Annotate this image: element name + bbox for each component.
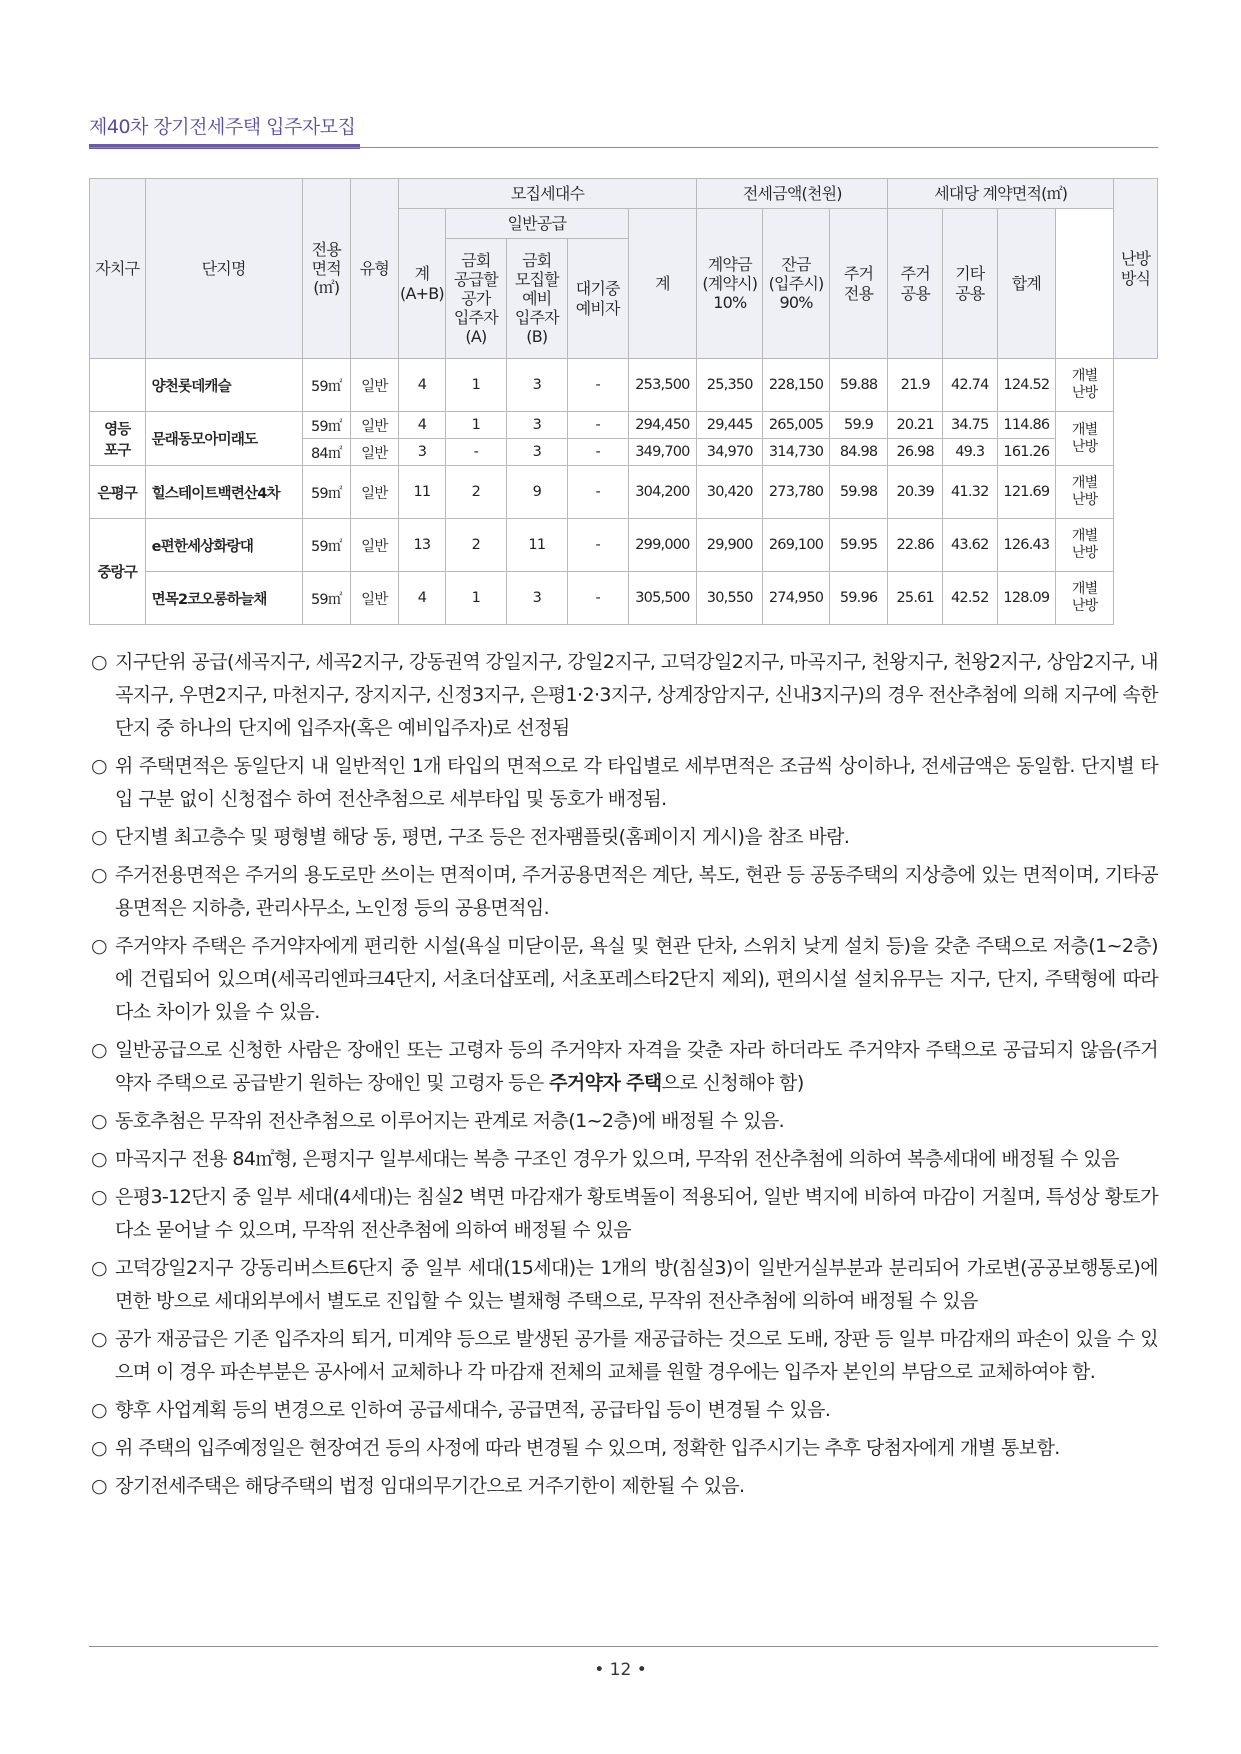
footer-divider (89, 1646, 1158, 1647)
cell-residential-private: 59.95 (829, 519, 888, 572)
table-row (90, 572, 1158, 625)
table-header (90, 179, 1158, 359)
cell-residential-common: 21.9 (888, 359, 943, 412)
note-text: 주거전용면적은 주거의 용도로만 쓰이는 면적이며, 주거공용면적은 계단, 복도, 현관 등 공동주택의 지상층에 있는 면적이며, 기타공용면적은 지하층, 관리사무소, 노인정 등의 공용면적임. (115, 864, 1158, 919)
group-deposit: 전세금액(천원) (697, 179, 888, 209)
cell-residential-common: 26.98 (888, 439, 943, 466)
col-recruit-b: 금회 모집할 예비 입주자 (B) (506, 239, 567, 359)
col-heating: 난방 방식 (1114, 179, 1158, 359)
cell-type: 일반 (350, 359, 398, 412)
col-deposit-total: 계 (628, 209, 696, 359)
cell-supply-a: 2 (445, 519, 506, 572)
cell-total: 4 (398, 572, 445, 625)
cell-complex: 양천롯데캐슬 (145, 359, 302, 412)
cell-type: 일반 (350, 439, 398, 466)
circle-bullet-icon: ○ (91, 755, 107, 777)
circle-bullet-icon: ○ (91, 1257, 107, 1279)
cell-total: 4 (398, 359, 445, 412)
page-header-title: 제40차 장기전세주택 입주자모집 (89, 116, 356, 138)
note-text: 공가 재공급은 기존 입주자의 퇴거, 미계약 등으로 발생된 공가를 재공급하는 것으로 도배, 장판 등 일부 마감재의 파손이 있을 수 있으며 이 경우 파손부분은 공사에서 교체하나 각 마감재 전체의 교체를 원할 경우에는 입주자 본인의 부담으로 교체하여야 함. (115, 1328, 1158, 1383)
cell-residential-common: 25.61 (888, 572, 943, 625)
cell-contract: 29,445 (697, 412, 763, 439)
cell-deposit: 294,450 (628, 412, 696, 439)
page-number: • 12 • (594, 1660, 647, 1680)
note-item (89, 930, 1158, 1029)
cell-recruit-b: 9 (506, 466, 567, 519)
cell-heating: 개별 난방 (1056, 572, 1114, 625)
cell-balance: 265,005 (763, 412, 829, 439)
note-item (89, 1394, 1158, 1427)
circle-bullet-icon: ○ (91, 1039, 107, 1061)
cell-total: 4 (398, 412, 445, 439)
circle-bullet-icon: ○ (91, 1328, 107, 1350)
cell-total: 11 (398, 466, 445, 519)
supply-table (89, 178, 1158, 625)
cell-sum: 161.26 (997, 439, 1056, 466)
cell-balance: 269,100 (763, 519, 829, 572)
cell-balance: 228,150 (763, 359, 829, 412)
cell-supply-a: 1 (445, 412, 506, 439)
cell-heating: 개별 난방 (1056, 359, 1114, 412)
circle-bullet-icon: ○ (91, 1437, 107, 1459)
cell-other-common: 42.74 (942, 359, 997, 412)
note-text: 은평3-12단지 중 일부 세대(4세대)는 침실2 벽면 마감재가 황토벽돌이 적용되어, 일반 벽지에 비하여 마감이 거칠며, 특성상 황토가 다소 묻어날 수 있으며, 무작위 전산추첨에 의하여 배정될 수 있음 (115, 1186, 1158, 1241)
col-residential-common: 주거 공용 (888, 209, 943, 359)
cell-residential-private: 59.96 (829, 572, 888, 625)
cell-type: 일반 (350, 466, 398, 519)
cell-complex: 문래동모아미래도 (145, 412, 302, 466)
cell-balance: 314,730 (763, 439, 829, 466)
cell-sum: 121.69 (997, 466, 1056, 519)
cell-complex: 면목2코오롱하늘채 (145, 572, 302, 625)
note-item (89, 1470, 1158, 1503)
cell-complex: 힐스테이트백련산4차 (145, 466, 302, 519)
note-text: 동호추첨은 무작위 전산추첨으로 이루어지는 관계로 저층(1~2층)에 배정될 수 있음. (115, 1110, 785, 1132)
cell-other-common: 41.32 (942, 466, 997, 519)
cell-heating: 개별 난방 (1056, 412, 1114, 466)
cell-contract: 30,550 (697, 572, 763, 625)
cell-area: 84㎡ (302, 439, 350, 466)
col-district: 자치구 (90, 179, 146, 359)
circle-bullet-icon: ○ (91, 1399, 107, 1421)
note-item (89, 1252, 1158, 1318)
note-text-after: 으로 신청해야 함) (661, 1072, 804, 1094)
note-text: 지구단위 공급(세곡지구, 세곡2지구, 강동권역 강일지구, 강일2지구, 고덕강일2지구, 마곡지구, 천왕지구, 천왕2지구, 상암2지구, 내곡지구, 우면2지구, 마천지구, 장지지구, 신정3지구, 은평1·2·3지구, 상계장암지구, 신내3지구)의 경우 전산추첨에 의해 지구에 속한 단지 중 하나의 단지에 입주자(혹은 예비입주자)로 선정됨 (115, 651, 1158, 739)
col-type: 유형 (350, 179, 398, 359)
circle-bullet-icon: ○ (91, 935, 107, 957)
cell-supply-a: 2 (445, 466, 506, 519)
cell-supply-a: 1 (445, 572, 506, 625)
table-body (90, 359, 1158, 625)
cell-residential-private: 59.9 (829, 412, 888, 439)
group-recruit: 모집세대수 (398, 179, 696, 209)
cell-contract: 34,970 (697, 439, 763, 466)
note-item (89, 859, 1158, 925)
cell-area: 59㎡ (302, 466, 350, 519)
circle-bullet-icon: ○ (91, 864, 107, 886)
circle-bullet-icon: ○ (91, 651, 107, 673)
cell-residential-private: 84.98 (829, 439, 888, 466)
supply-table-container (89, 178, 1158, 625)
note-text: 마곡지구 전용 84㎡형, 은평지구 일부세대는 복층 구조인 경우가 있으며, 무작위 전산추첨에 의하여 복층세대에 배정될 수 있음 (115, 1148, 1119, 1170)
cell-waiting: - (567, 519, 628, 572)
note-item (89, 1105, 1158, 1138)
col-other-common: 기타 공용 (942, 209, 997, 359)
col-sum: 합계 (997, 209, 1056, 359)
circle-bullet-icon: ○ (91, 1475, 107, 1497)
cell-balance: 273,780 (763, 466, 829, 519)
cell-sum: 128.09 (997, 572, 1056, 625)
note-item (89, 1181, 1158, 1247)
cell-sum: 114.86 (997, 412, 1056, 439)
circle-bullet-icon: ○ (91, 826, 107, 848)
col-total-ab: 계 (A+B) (398, 209, 445, 359)
cell-recruit-b: 3 (506, 439, 567, 466)
cell-deposit: 349,700 (628, 439, 696, 466)
header-divider (89, 147, 1158, 148)
note-text: 일반공급으로 신청한 사람은 장애인 또는 고령자 등의 주거약자 자격을 갖춘 자라 하더라도 주거약자 주택으로 공급되지 않음(주거약자 주택으로 공급받기 원하는 장애인 및 고령자 등은 (115, 1039, 1158, 1094)
note-item (89, 646, 1158, 745)
cell-waiting: - (567, 572, 628, 625)
cell-contract: 30,420 (697, 466, 763, 519)
cell-area: 59㎡ (302, 519, 350, 572)
cell-recruit-b: 11 (506, 519, 567, 572)
cell-type: 일반 (350, 412, 398, 439)
cell-other-common: 49.3 (942, 439, 997, 466)
col-area: 전용 면적 (㎡) (302, 179, 350, 359)
cell-residential-private: 59.88 (829, 359, 888, 412)
group-area: 세대당 계약면적(㎡) (888, 179, 1114, 209)
note-text: 단지별 최고층수 및 평형별 해당 동, 평면, 구조 등은 전자팸플릿(홈페이지 게시)을 참조 바람. (115, 826, 850, 848)
cell-recruit-b: 3 (506, 572, 567, 625)
cell-contract: 25,350 (697, 359, 763, 412)
note-item (89, 750, 1158, 816)
cell-residential-common: 20.21 (888, 412, 943, 439)
cell-balance: 274,950 (763, 572, 829, 625)
table-row (90, 359, 1158, 412)
cell-district: 중랑구 (90, 519, 146, 625)
note-emphasis: 주거약자 주택 (549, 1072, 662, 1094)
note-text: 장기전세주택은 해당주택의 법정 임대의무기간으로 거주기한이 제한될 수 있음. (115, 1475, 745, 1497)
cell-waiting: - (567, 359, 628, 412)
cell-deposit: 253,500 (628, 359, 696, 412)
cell-type: 일반 (350, 519, 398, 572)
cell-residential-common: 22.86 (888, 519, 943, 572)
cell-residential-common: 20.39 (888, 466, 943, 519)
col-contract: 계약금 (계약시) 10% (697, 209, 763, 359)
col-complex: 단지명 (145, 179, 302, 359)
cell-area: 59㎡ (302, 412, 350, 439)
cell-other-common: 43.62 (942, 519, 997, 572)
note-text: 고덕강일2지구 강동리버스트6단지 중 일부 세대(15세대)는 1개의 방(침실3)이 일반거실부분과 분리되어 가로변(공공보행통로)에 면한 방으로 세대외부에서 별도로 진입할 수 있는 별채형 주택으로, 무작위 전산추첨에 의하여 배정될 수 있음 (115, 1257, 1158, 1312)
cell-complex: e편한세상화랑대 (145, 519, 302, 572)
cell-deposit: 299,000 (628, 519, 696, 572)
cell-type: 일반 (350, 572, 398, 625)
cell-supply-a: 1 (445, 359, 506, 412)
circle-bullet-icon: ○ (91, 1110, 107, 1132)
note-text: 위 주택면적은 동일단지 내 일반적인 1개 타입의 면적으로 각 타입별로 세부면적은 조금씩 상이하나, 전세금액은 동일함. 단지별 타입 구분 없이 신청접수 하여 전산추첨으로 세부타입 및 동호가 배정됨. (115, 755, 1158, 810)
note-text: 주거약자 주택은 주거약자에게 편리한 시설(욕실 미닫이문, 욕실 및 현관 단차, 스위치 낮게 설치 등)을 갖춘 주택으로 저층(1~2층)에 건립되어 있으며(세곡리엔파크4단지, 서초더샵포레, 서초포레스타2단지 제외), 편의시설 설치유무는 지구, 단지, 주택형에 따라 다소 차이가 있을 수 있음. (115, 935, 1158, 1023)
notes-list (89, 646, 1158, 1508)
col-residential-private: 주거 전용 (829, 209, 888, 359)
cell-recruit-b: 3 (506, 359, 567, 412)
cell-supply-a: - (445, 439, 506, 466)
cell-sum: 126.43 (997, 519, 1056, 572)
note-item (89, 1034, 1158, 1100)
cell-waiting: - (567, 439, 628, 466)
cell-other-common: 34.75 (942, 412, 997, 439)
table-row (90, 519, 1158, 572)
cell-waiting: - (567, 412, 628, 439)
note-item (89, 1323, 1158, 1389)
cell-district: 은평구 (90, 466, 146, 519)
cell-heating: 개별 난방 (1056, 466, 1114, 519)
cell-other-common: 42.52 (942, 572, 997, 625)
cell-recruit-b: 3 (506, 412, 567, 439)
note-item (89, 821, 1158, 854)
note-text: 향후 사업계획 등의 변경으로 인하여 공급세대수, 공급면적, 공급타입 등이 변경될 수 있음. (115, 1399, 831, 1421)
cell-area: 59㎡ (302, 572, 350, 625)
cell-contract: 29,900 (697, 519, 763, 572)
table-row (90, 412, 1158, 439)
col-balance: 잔금 (입주시) 90% (763, 209, 829, 359)
cell-district: 영등 포구 (90, 412, 146, 466)
table-row (90, 466, 1158, 519)
cell-total: 3 (398, 439, 445, 466)
cell-residential-private: 59.98 (829, 466, 888, 519)
circle-bullet-icon: ○ (91, 1148, 107, 1170)
note-item (89, 1143, 1158, 1176)
cell-district (90, 359, 146, 412)
cell-area: 59㎡ (302, 359, 350, 412)
cell-sum: 124.52 (997, 359, 1056, 412)
circle-bullet-icon: ○ (91, 1186, 107, 1208)
note-text: 위 주택의 입주예정일은 현장여건 등의 사정에 따라 변경될 수 있으며, 정확한 입주시기는 추후 당첨자에게 개별 통보함. (115, 1437, 1060, 1459)
cell-heating: 개별 난방 (1056, 519, 1114, 572)
note-item (89, 1432, 1158, 1465)
col-waiting: 대기중 예비자 (567, 239, 628, 359)
cell-deposit: 304,200 (628, 466, 696, 519)
cell-waiting: - (567, 466, 628, 519)
cell-total: 13 (398, 519, 445, 572)
group-general-supply: 일반공급 (445, 209, 628, 239)
col-supply-a: 금회 공급할 공가 입주자 (A) (445, 239, 506, 359)
cell-deposit: 305,500 (628, 572, 696, 625)
